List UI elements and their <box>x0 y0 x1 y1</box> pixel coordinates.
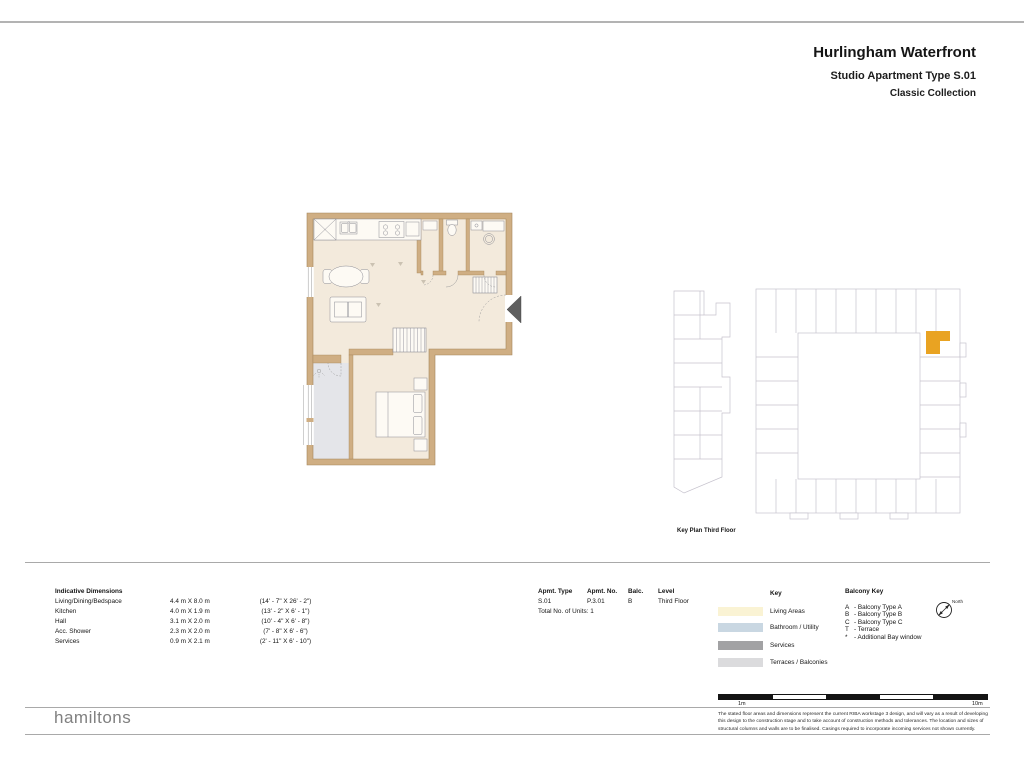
dimension-row: Kitchen 4.0 m X 1.9 m (13' - 2" X 6' - 1") <box>55 608 310 615</box>
scale-segment <box>826 695 880 699</box>
key-plan-caption: Key Plan Third Floor <box>677 528 736 534</box>
apartment-info-table <box>538 587 720 617</box>
scale-label-1m: 1m <box>738 701 746 707</box>
balcony-key-item: B - Balcony Type B <box>845 611 903 619</box>
dimensions-heading: Indicative Dimensions <box>55 588 123 595</box>
services-unit <box>423 221 437 230</box>
scale-label-10m: 10m <box>972 701 983 707</box>
balcony-key-heading: Balcony Key <box>845 588 884 595</box>
legend-item: Terraces / Balconies <box>718 658 828 667</box>
apartment-info-headers: Apmt. Type Apmt. No. Balc. Level <box>538 588 675 595</box>
basin <box>471 221 482 230</box>
utility-cabinet <box>483 221 504 231</box>
dimension-row: Hall 3.1 m X 2.0 m (10' - 4" X 6' - 8") <box>55 618 310 625</box>
legend-item: Living Areas <box>718 607 805 616</box>
scale-segment <box>719 695 773 699</box>
dimension-row: Services 0.9 m X 2.1 m (2' - 11" X 6' - 10") <box>55 638 312 645</box>
kitchen-hob <box>379 222 404 238</box>
sofa <box>330 297 366 322</box>
key-legend-heading: Key <box>770 590 782 597</box>
acc-shower-room-fill <box>313 363 349 459</box>
apartment-type-subtitle: Studio Apartment Type S.01 <box>830 70 976 82</box>
bedside-table <box>414 378 427 390</box>
disclaimer-text: The stated floor areas and dimensions represent the current RIBA workstage 3 design, and will vary as a result of developing this design to the construction stage and to take account of construction methods and tolerances. The location and sizes of structural columns and walls are to be finalised. Casings required to incorporate incoming services not shown currently. <box>718 712 988 732</box>
scale-segment <box>933 695 987 699</box>
floor-plan <box>300 203 525 468</box>
legend-item: Bathroom / Utility <box>718 623 819 632</box>
bathroom-utility-swatch <box>718 623 763 632</box>
wardrobe <box>393 328 426 352</box>
living-areas-swatch <box>718 607 763 616</box>
pillow <box>414 417 423 435</box>
apartment-info-values: S.01 P.3.01 B Third Floor <box>538 598 689 605</box>
scale-segment <box>880 695 934 699</box>
pillow <box>414 395 423 413</box>
balcony-key-item: * - Additional Bay window <box>845 633 922 641</box>
key-legend <box>718 588 838 673</box>
bedside-table <box>414 439 427 451</box>
total-units: Total No. of Units: 1 <box>538 608 594 615</box>
key-plan <box>668 281 970 521</box>
hamiltons-logo: hamiltons <box>54 708 132 727</box>
dimension-row: Acc. Shower 2.3 m X 2.0 m (7' - 8" X 6' - 6") <box>55 628 308 635</box>
north-compass-icon <box>933 595 967 621</box>
kitchen-oven <box>406 222 419 236</box>
north-label: North <box>952 599 964 604</box>
footer-rule-top <box>25 707 990 708</box>
scale-segment <box>773 695 827 699</box>
balcony-key <box>845 588 922 641</box>
collection-subtitle: Classic Collection <box>889 88 976 99</box>
dimensions-table <box>55 587 333 647</box>
terraces-balconies-swatch <box>718 658 763 667</box>
keyplan-west-block <box>674 291 730 493</box>
scale-bar <box>718 694 988 700</box>
kitchen-counter <box>314 219 421 240</box>
legend-separator-rule <box>25 562 990 563</box>
balcony-key-item: A - Balcony Type A <box>845 604 902 611</box>
project-title: Hurlingham Waterfront <box>813 44 976 61</box>
top-border-rule <box>0 21 1024 23</box>
dimension-row: Living/Dining/Bedspace 4.4 m X 8.0 m (14' - 7" X 26' - 2") <box>55 598 312 605</box>
legend-item: Services <box>718 641 795 650</box>
balcony-key-item: T - Terrace <box>845 626 880 634</box>
services-swatch <box>718 641 763 650</box>
keyplan-courtyard <box>798 333 920 479</box>
wc-toilet <box>448 225 456 236</box>
footer-rule-bottom <box>25 734 990 735</box>
balcony-key-item: C - Balcony Type C <box>845 618 903 626</box>
